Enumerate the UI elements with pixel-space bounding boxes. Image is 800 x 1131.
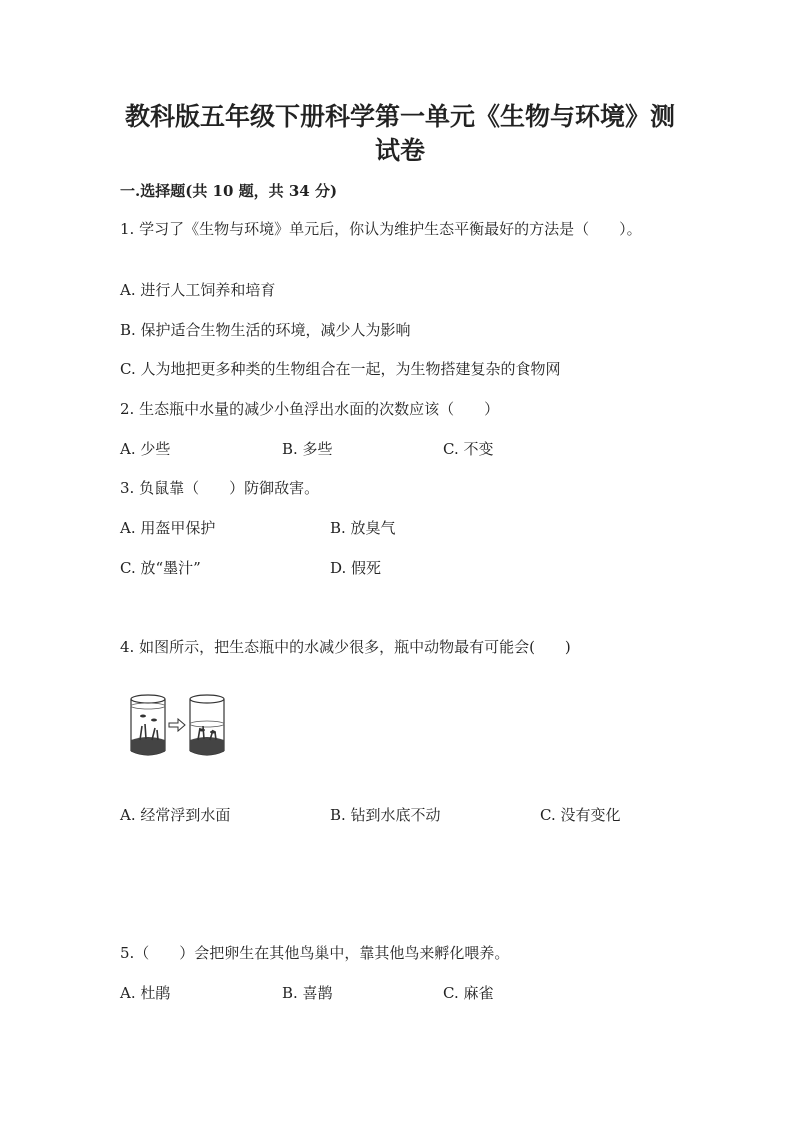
question-4-option-c: C. 没有变化 — [540, 806, 621, 824]
question-2-option-c: C. 不变 — [443, 440, 494, 458]
ecology-jar-low-water — [190, 695, 224, 755]
ecology-jar-figure — [128, 690, 228, 760]
question-1-option-b: B. 保护适合生物生活的环境，减少人为影响 — [120, 321, 411, 339]
question-5-option-c: C. 麻雀 — [443, 984, 494, 1002]
question-4-stem: 4. 如图所示，把生态瓶中的水减少很多，瓶中动物最有可能会( ) — [120, 638, 571, 656]
question-1-option-a: A. 进行人工饲养和培育 — [120, 281, 276, 299]
question-3-option-c: C. 放“墨汁” — [120, 559, 201, 577]
question-3-option-b: B. 放臭气 — [330, 519, 396, 537]
question-5-option-b: B. 喜鹊 — [282, 984, 333, 1002]
ecology-jar-full-water — [131, 695, 165, 755]
exam-title-line2: 试卷 — [374, 136, 425, 165]
question-5-stem: 5.（ ）会把卵生在其他鸟巢中，靠其他鸟来孵化喂养。 — [120, 944, 510, 962]
question-4-option-b: B. 钻到水底不动 — [330, 806, 441, 824]
question-2-stem: 2. 生态瓶中水量的减少小鱼浮出水面的次数应该（ ） — [120, 400, 500, 418]
section-heading: 一.选择题(共 10 题，共 34 分) — [120, 182, 338, 200]
question-2-option-a: A. 少些 — [120, 440, 171, 458]
question-3-stem: 3. 负鼠靠（ ）防御敌害。 — [120, 479, 320, 497]
question-1-option-c: C. 人为地把更多种类的生物组合在一起，为生物搭建复杂的食物网 — [120, 360, 561, 378]
question-2-option-b: B. 多些 — [282, 440, 333, 458]
question-1-stem: 1. 学习了《生物与环境》单元后，你认为维护生态平衡最好的方法是（ ）。 — [120, 220, 642, 238]
question-3-option-a: A. 用盔甲保护 — [120, 519, 216, 537]
exam-title-line1: 教科版五年级下册科学第一单元《生物与环境》测 — [124, 102, 675, 131]
question-4-option-a: A. 经常浮到水面 — [120, 806, 231, 824]
arrow-right-icon — [169, 719, 185, 731]
question-3-option-d: D. 假死 — [330, 559, 382, 577]
question-5-option-a: A. 杜鹃 — [120, 984, 171, 1002]
